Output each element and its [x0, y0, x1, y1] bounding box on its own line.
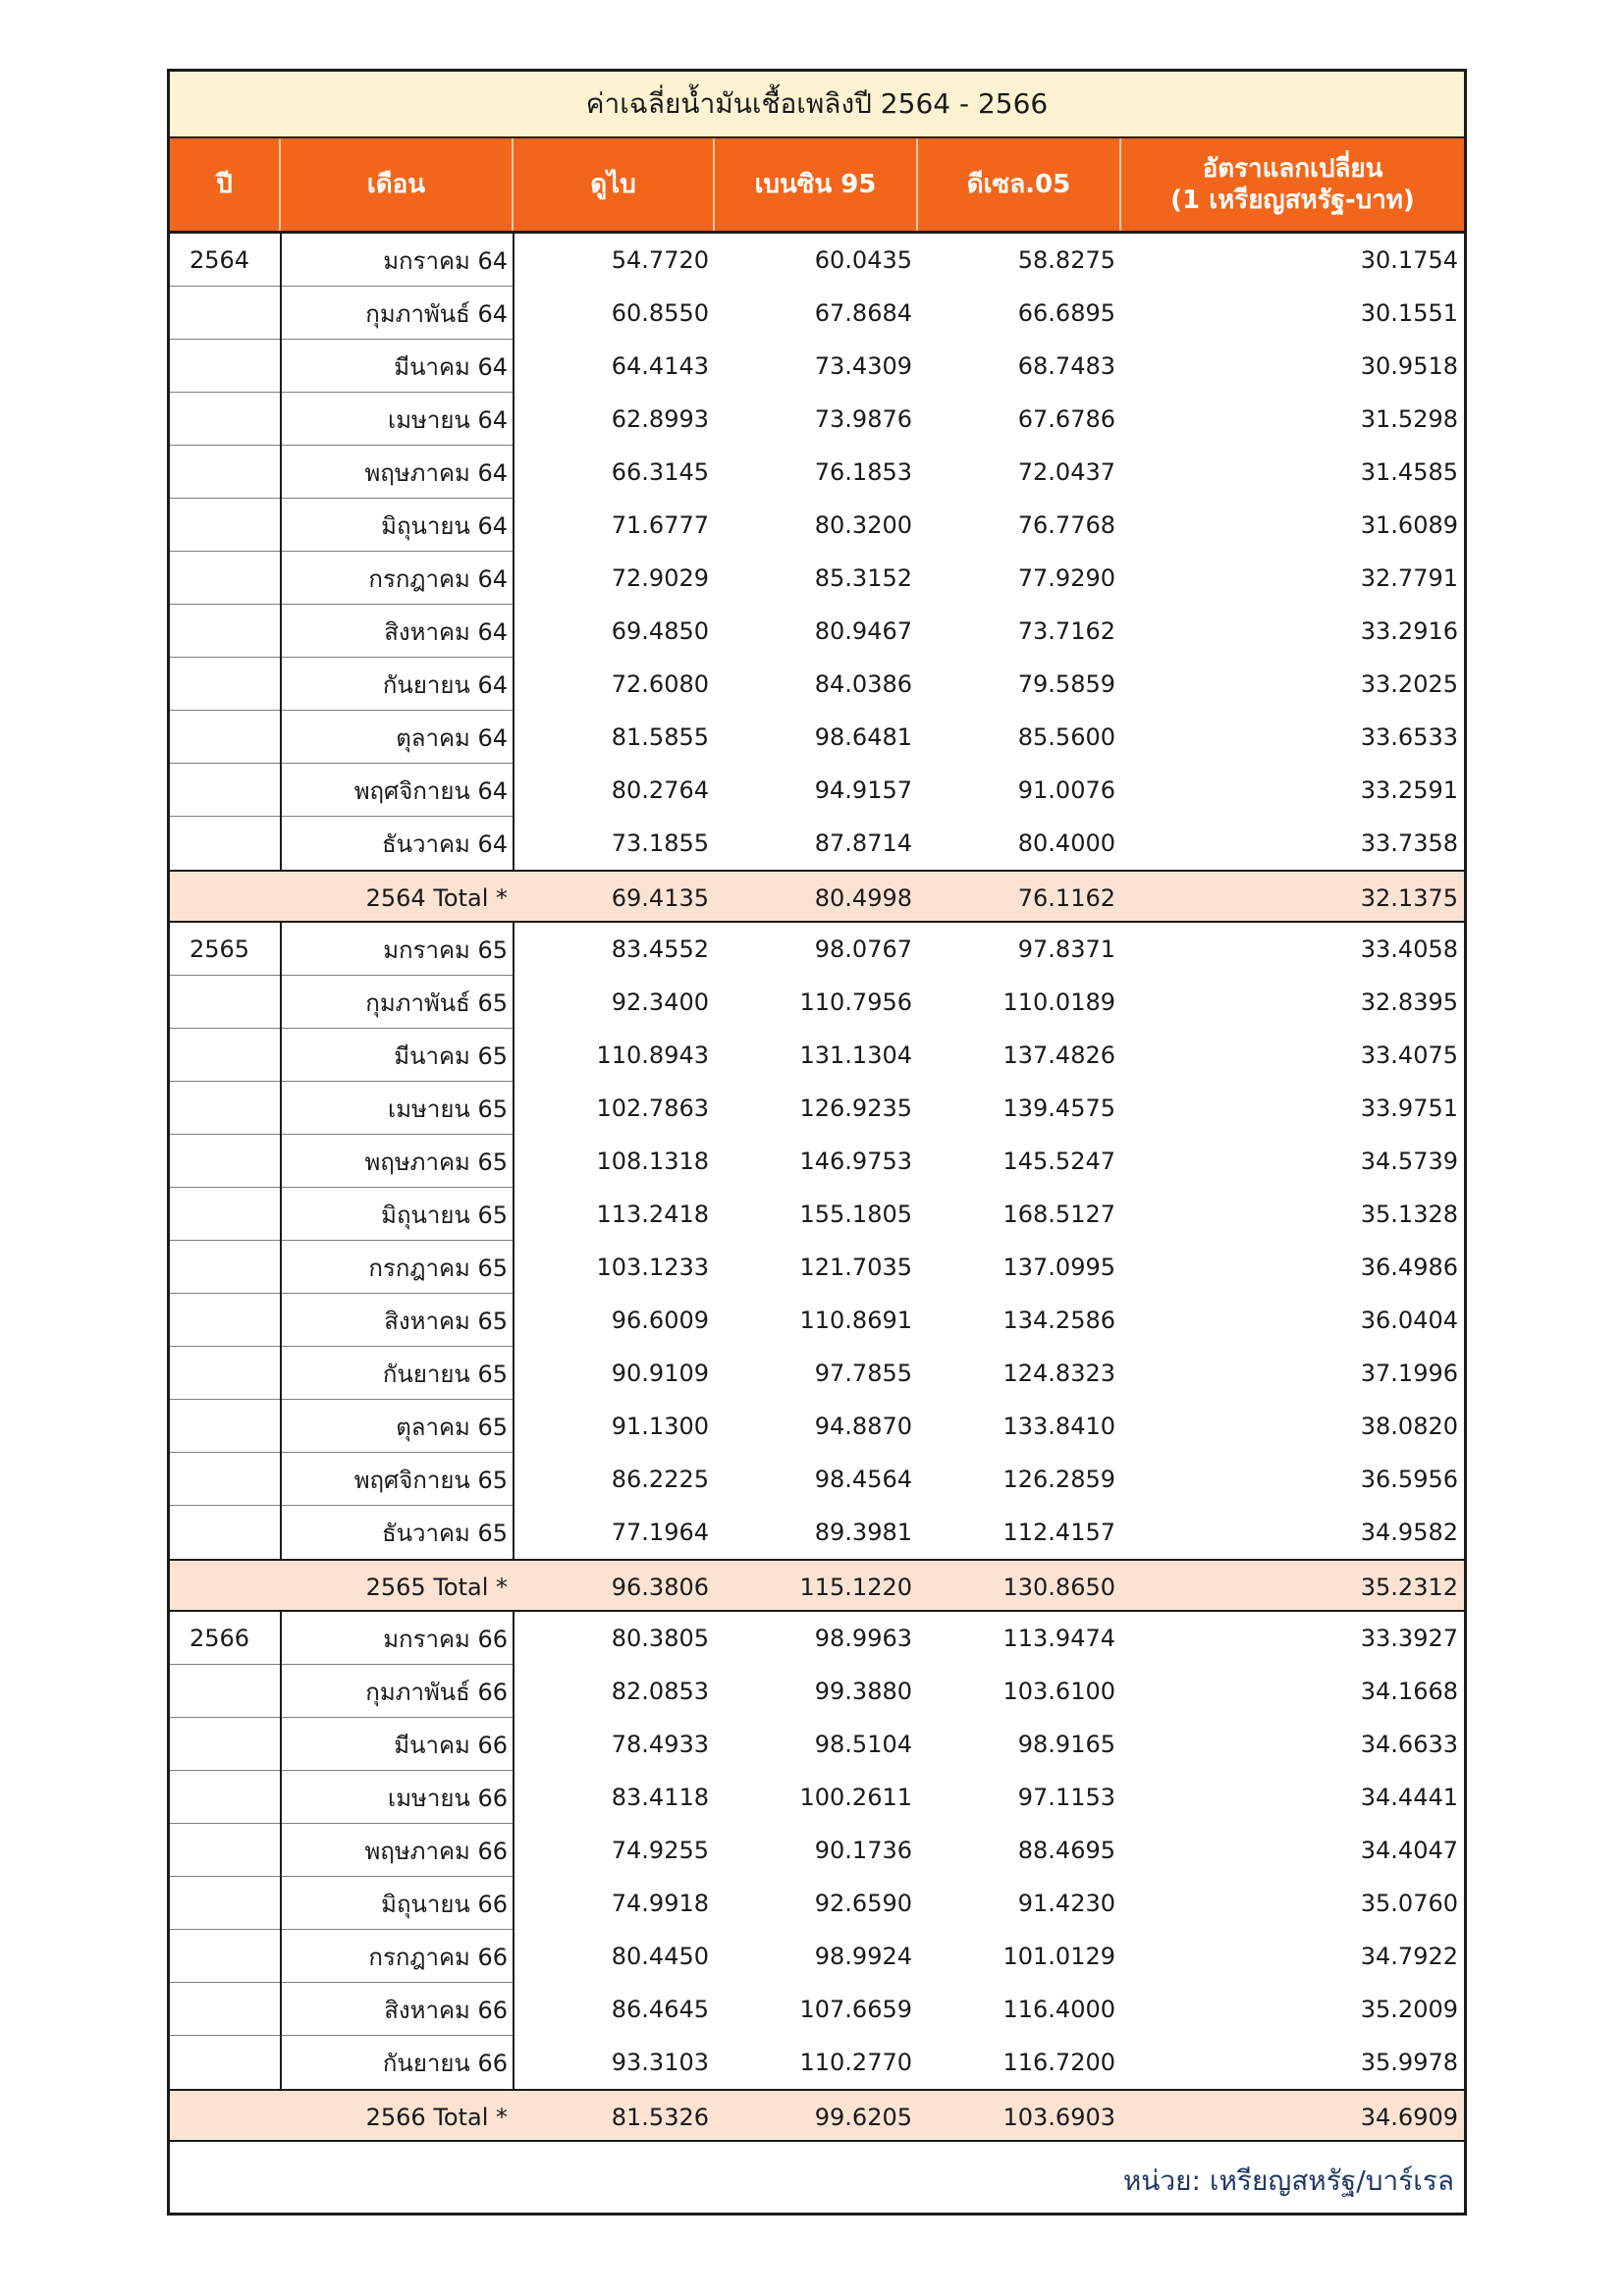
diesel-price-cell: 134.2586 — [1002, 1307, 1115, 1334]
total-row — [170, 870, 1464, 923]
dubai-price-cell: 78.4933 — [611, 1731, 709, 1758]
month-cell: กุมภาพันธ์ 64 — [365, 299, 508, 328]
diesel-price-cell: 77.9290 — [1017, 564, 1115, 592]
benzin-price-cell: 126.9235 — [799, 1095, 912, 1122]
benzin-price-cell: 110.7956 — [799, 988, 912, 1016]
dubai-price-cell: 77.1964 — [611, 1519, 709, 1546]
diesel-price-cell: 126.2859 — [1002, 1466, 1115, 1493]
dubai-price-cell: 81.5855 — [611, 723, 709, 751]
table-row — [170, 1771, 1464, 1824]
benzin-price-cell: 98.0767 — [814, 935, 912, 963]
column-divider — [280, 1612, 282, 2089]
diesel-price-cell: 116.7200 — [1002, 2049, 1115, 2076]
table-title: ค่าเฉลี่ยน้ำมันเชื้อเพลิงปี 2564 - 2566 — [170, 72, 1464, 138]
benzin-price-cell: 85.3152 — [814, 564, 912, 592]
header-dubai: ดูไบ — [514, 138, 715, 231]
benzin-price-cell: 60.0435 — [814, 246, 912, 274]
diesel-price-cell: 116.4000 — [1002, 1996, 1115, 2023]
total-benzin-cell: 99.6205 — [814, 2104, 912, 2131]
dubai-price-cell: 93.3103 — [611, 2049, 709, 2076]
table-row — [170, 923, 1464, 976]
month-cell: สิงหาคม 66 — [384, 1996, 508, 2024]
exchange-rate-cell: 31.4585 — [1360, 458, 1458, 486]
benzin-price-cell: 92.6590 — [814, 1890, 912, 1917]
total-rate-cell: 32.1375 — [1360, 884, 1458, 912]
dubai-price-cell: 72.6080 — [611, 670, 709, 698]
column-divider — [280, 923, 282, 1559]
exchange-rate-cell: 33.4075 — [1360, 1041, 1458, 1069]
exchange-rate-cell: 33.2591 — [1360, 776, 1458, 804]
benzin-price-cell: 98.9924 — [814, 1943, 912, 1970]
exchange-rate-cell: 33.9751 — [1360, 1095, 1458, 1122]
exchange-rate-cell: 34.1668 — [1360, 1678, 1458, 1705]
table-row — [170, 1241, 1464, 1294]
month-cell: เมษายน 66 — [388, 1784, 508, 1812]
month-cell: เมษายน 65 — [388, 1095, 508, 1123]
benzin-price-cell: 87.8714 — [814, 829, 912, 857]
month-cell: ตุลาคม 64 — [396, 723, 508, 752]
month-cell: มิถุนายน 64 — [381, 511, 508, 540]
table-row — [170, 1135, 1464, 1188]
month-cell: กันยายน 66 — [382, 2049, 508, 2077]
exchange-rate-cell: 36.5956 — [1360, 1466, 1458, 1493]
table-row — [170, 1082, 1464, 1135]
diesel-price-cell: 68.7483 — [1017, 352, 1115, 380]
diesel-price-cell: 133.8410 — [1002, 1413, 1115, 1440]
table-row — [170, 1612, 1464, 1665]
benzin-price-cell: 80.3200 — [814, 511, 912, 539]
dubai-price-cell: 74.9918 — [611, 1890, 709, 1917]
diesel-price-cell: 97.1153 — [1017, 1784, 1115, 1811]
benzin-price-cell: 99.3880 — [814, 1678, 912, 1705]
dubai-price-cell: 66.3145 — [611, 458, 709, 486]
total-diesel-cell: 103.6903 — [1002, 2104, 1115, 2131]
header-rate-line1: อัตราแลกเปลี่ยน — [1202, 153, 1383, 184]
total-row — [170, 1559, 1464, 1612]
diesel-price-cell: 137.4826 — [1002, 1041, 1115, 1069]
table-row — [170, 817, 1464, 870]
month-cell: มีนาคม 64 — [394, 352, 508, 381]
header-row — [170, 138, 1464, 234]
exchange-rate-cell: 36.0404 — [1360, 1307, 1458, 1334]
table-row — [170, 1506, 1464, 1559]
month-cell: มิถุนายน 66 — [381, 1890, 508, 1918]
exchange-rate-cell: 33.2916 — [1360, 617, 1458, 645]
total-row — [170, 2089, 1464, 2142]
month-cell: เมษายน 64 — [388, 405, 508, 434]
month-cell: พฤษภาคม 64 — [364, 458, 508, 487]
benzin-price-cell: 89.3981 — [814, 1519, 912, 1546]
benzin-price-cell: 98.4564 — [814, 1466, 912, 1493]
benzin-price-cell: 76.1853 — [814, 458, 912, 486]
exchange-rate-cell: 33.6533 — [1360, 723, 1458, 751]
dubai-price-cell: 72.9029 — [611, 564, 709, 592]
column-divider — [513, 1612, 514, 2089]
exchange-rate-cell: 35.9978 — [1360, 2049, 1458, 2076]
diesel-price-cell: 168.5127 — [1002, 1201, 1115, 1228]
benzin-price-cell: 98.5104 — [814, 1731, 912, 1758]
diesel-price-cell: 112.4157 — [1002, 1519, 1115, 1546]
diesel-price-cell: 79.5859 — [1017, 670, 1115, 698]
diesel-price-cell: 67.6786 — [1017, 405, 1115, 433]
table-row — [170, 658, 1464, 711]
table-row — [170, 393, 1464, 446]
diesel-price-cell: 72.0437 — [1017, 458, 1115, 486]
month-cell: มกราคม 65 — [383, 935, 508, 964]
total-benzin-cell: 80.4998 — [814, 884, 912, 912]
dubai-price-cell: 92.3400 — [611, 988, 709, 1016]
month-cell: พฤศจิกายน 64 — [353, 776, 508, 805]
benzin-price-cell: 131.1304 — [799, 1041, 912, 1069]
exchange-rate-cell: 30.1551 — [1360, 299, 1458, 327]
column-divider — [513, 923, 514, 1559]
exchange-rate-cell: 34.6633 — [1360, 1731, 1458, 1758]
month-cell: กุมภาพันธ์ 65 — [365, 988, 508, 1017]
month-cell: กุมภาพันธ์ 66 — [365, 1678, 508, 1706]
diesel-price-cell: 101.0129 — [1002, 1943, 1115, 1970]
benzin-price-cell: 110.8691 — [799, 1307, 912, 1334]
total-label: 2566 Total * — [365, 2104, 508, 2131]
total-label: 2564 Total * — [365, 884, 508, 912]
table-row — [170, 1453, 1464, 1506]
exchange-rate-cell: 33.7358 — [1360, 829, 1458, 857]
month-cell: มีนาคม 65 — [394, 1041, 508, 1070]
benzin-price-cell: 84.0386 — [814, 670, 912, 698]
dubai-price-cell: 60.8550 — [611, 299, 709, 327]
month-cell: กันยายน 65 — [382, 1360, 508, 1388]
month-cell: กรกฎาคม 64 — [368, 564, 508, 593]
table-row — [170, 287, 1464, 340]
dubai-price-cell: 64.4143 — [611, 352, 709, 380]
month-cell: ตุลาคม 65 — [396, 1413, 508, 1441]
diesel-price-cell: 80.4000 — [1017, 829, 1115, 857]
exchange-rate-cell: 30.9518 — [1360, 352, 1458, 380]
benzin-price-cell: 155.1805 — [799, 1201, 912, 1228]
table-row — [170, 340, 1464, 393]
month-cell: สิงหาคม 65 — [384, 1307, 508, 1335]
exchange-rate-cell: 34.4441 — [1360, 1784, 1458, 1811]
exchange-rate-cell: 35.2009 — [1360, 1996, 1458, 2023]
table-row — [170, 234, 1464, 287]
exchange-rate-cell: 36.4986 — [1360, 1254, 1458, 1281]
header-year: ปี — [170, 138, 281, 231]
diesel-price-cell: 103.6100 — [1002, 1678, 1115, 1705]
dubai-price-cell: 83.4552 — [611, 935, 709, 963]
dubai-price-cell: 113.2418 — [596, 1201, 709, 1228]
table-row — [170, 1029, 1464, 1082]
benzin-price-cell: 80.9467 — [814, 617, 912, 645]
benzin-price-cell: 90.1736 — [814, 1837, 912, 1864]
exchange-rate-cell: 30.1754 — [1360, 246, 1458, 274]
exchange-rate-cell: 32.7791 — [1360, 564, 1458, 592]
diesel-price-cell: 139.4575 — [1002, 1095, 1115, 1122]
table-row — [170, 1400, 1464, 1453]
diesel-price-cell: 145.5247 — [1002, 1148, 1115, 1175]
dubai-price-cell: 74.9255 — [611, 1837, 709, 1864]
month-cell: สิงหาคม 64 — [384, 617, 508, 646]
dubai-price-cell: 96.6009 — [611, 1307, 709, 1334]
month-cell: มีนาคม 66 — [394, 1731, 508, 1759]
dubai-price-cell: 54.7720 — [611, 246, 709, 274]
total-dubai-cell: 96.3806 — [611, 1574, 709, 1601]
month-cell: กันยายน 64 — [382, 670, 508, 699]
benzin-price-cell: 98.6481 — [814, 723, 912, 751]
diesel-price-cell: 91.0076 — [1017, 776, 1115, 804]
header-exchange-rate — [1121, 138, 1464, 231]
total-dubai-cell: 81.5326 — [611, 2104, 709, 2131]
total-diesel-cell: 76.1162 — [1017, 884, 1115, 912]
header-benzin: เบนซิน 95 — [715, 138, 918, 231]
total-rate-cell: 34.6909 — [1360, 2104, 1458, 2131]
table-row — [170, 1930, 1464, 1983]
diesel-price-cell: 73.7162 — [1017, 617, 1115, 645]
total-diesel-cell: 130.8650 — [1002, 1574, 1115, 1601]
table-row — [170, 446, 1464, 499]
year-cell: 2565 — [189, 935, 250, 963]
dubai-price-cell: 69.4850 — [611, 617, 709, 645]
diesel-price-cell: 85.5600 — [1017, 723, 1115, 751]
table-row — [170, 976, 1464, 1029]
table-row — [170, 1983, 1464, 2036]
dubai-price-cell: 86.4645 — [611, 1996, 709, 2023]
diesel-price-cell: 113.9474 — [1002, 1625, 1115, 1652]
exchange-rate-cell: 35.0760 — [1360, 1890, 1458, 1917]
exchange-rate-cell: 32.8395 — [1360, 988, 1458, 1016]
table-row — [170, 1665, 1464, 1718]
dubai-price-cell: 80.4450 — [611, 1943, 709, 1970]
dubai-price-cell: 86.2225 — [611, 1466, 709, 1493]
exchange-rate-cell: 34.5739 — [1360, 1148, 1458, 1175]
exchange-rate-cell: 33.3927 — [1360, 1625, 1458, 1652]
table-row — [170, 1188, 1464, 1241]
month-cell: มกราคม 66 — [383, 1625, 508, 1653]
dubai-price-cell: 90.9109 — [611, 1360, 709, 1387]
total-dubai-cell: 69.4135 — [611, 884, 709, 912]
diesel-price-cell: 76.7768 — [1017, 511, 1115, 539]
dubai-price-cell: 80.2764 — [611, 776, 709, 804]
benzin-price-cell: 73.4309 — [814, 352, 912, 380]
table-row — [170, 1347, 1464, 1400]
month-cell: ธันวาคม 65 — [381, 1519, 508, 1547]
header-rate-line2: (1 เหรียญสหรัฐ-บาท) — [1170, 186, 1415, 215]
diesel-price-cell: 58.8275 — [1017, 246, 1115, 274]
table-row — [170, 764, 1464, 817]
diesel-price-cell: 98.9165 — [1017, 1731, 1115, 1758]
dubai-price-cell: 102.7863 — [596, 1095, 709, 1122]
exchange-rate-cell: 31.6089 — [1360, 511, 1458, 539]
table-row — [170, 711, 1464, 764]
diesel-price-cell: 110.0189 — [1002, 988, 1115, 1016]
exchange-rate-cell: 38.0820 — [1360, 1413, 1458, 1440]
month-cell: กรกฎาคม 65 — [368, 1254, 508, 1282]
diesel-price-cell: 137.0995 — [1002, 1254, 1115, 1281]
diesel-price-cell: 88.4695 — [1017, 1837, 1115, 1864]
benzin-price-cell: 146.9753 — [799, 1148, 912, 1175]
table-row — [170, 1294, 1464, 1347]
year-cell: 2564 — [189, 246, 250, 274]
month-cell: พฤษภาคม 65 — [364, 1148, 508, 1176]
month-cell: กรกฎาคม 66 — [368, 1943, 508, 1971]
year-cell: 2566 — [189, 1625, 250, 1652]
table-row — [170, 1824, 1464, 1877]
diesel-price-cell: 66.6895 — [1017, 299, 1115, 327]
table-row — [170, 499, 1464, 552]
exchange-rate-cell: 33.4058 — [1360, 935, 1458, 963]
benzin-price-cell: 100.2611 — [799, 1784, 912, 1811]
table-row — [170, 605, 1464, 658]
exchange-rate-cell: 37.1996 — [1360, 1360, 1458, 1387]
benzin-price-cell: 73.9876 — [814, 405, 912, 433]
dubai-price-cell: 71.6777 — [611, 511, 709, 539]
month-cell: พฤษภาคม 66 — [364, 1837, 508, 1865]
benzin-price-cell: 94.9157 — [814, 776, 912, 804]
diesel-price-cell: 97.8371 — [1017, 935, 1115, 963]
month-cell: พฤศจิกายน 65 — [353, 1466, 508, 1494]
exchange-rate-cell: 34.9582 — [1360, 1519, 1458, 1546]
benzin-price-cell: 97.7855 — [814, 1360, 912, 1387]
benzin-price-cell: 98.9963 — [814, 1625, 912, 1652]
total-rate-cell: 35.2312 — [1360, 1574, 1458, 1601]
month-cell: ธันวาคม 64 — [381, 829, 508, 858]
exchange-rate-cell: 34.4047 — [1360, 1837, 1458, 1864]
column-divider — [280, 234, 282, 870]
benzin-price-cell: 107.6659 — [799, 1996, 912, 2023]
month-cell: มิถุนายน 65 — [381, 1201, 508, 1229]
dubai-price-cell: 110.8943 — [596, 1041, 709, 1069]
month-cell: มกราคม 64 — [383, 246, 508, 275]
benzin-price-cell: 121.7035 — [799, 1254, 912, 1281]
dubai-price-cell: 103.1233 — [596, 1254, 709, 1281]
dubai-price-cell: 62.8993 — [611, 405, 709, 433]
exchange-rate-cell: 35.1328 — [1360, 1201, 1458, 1228]
column-divider — [513, 234, 514, 870]
dubai-price-cell: 83.4118 — [611, 1784, 709, 1811]
diesel-price-cell: 91.4230 — [1017, 1890, 1115, 1917]
exchange-rate-cell: 34.7922 — [1360, 1943, 1458, 1970]
dubai-price-cell: 108.1318 — [596, 1148, 709, 1175]
table-row — [170, 552, 1464, 605]
diesel-price-cell: 124.8323 — [1002, 1360, 1115, 1387]
dubai-price-cell: 73.1855 — [611, 829, 709, 857]
dubai-price-cell: 82.0853 — [611, 1678, 709, 1705]
total-benzin-cell: 115.1220 — [799, 1574, 912, 1601]
table-row — [170, 1718, 1464, 1771]
exchange-rate-cell: 33.2025 — [1360, 670, 1458, 698]
fuel-price-table — [167, 69, 1467, 2216]
header-diesel: ดีเซล.05 — [918, 138, 1121, 231]
exchange-rate-cell: 31.5298 — [1360, 405, 1458, 433]
benzin-price-cell: 67.8684 — [814, 299, 912, 327]
benzin-price-cell: 94.8870 — [814, 1413, 912, 1440]
table-row — [170, 1877, 1464, 1930]
header-month: เดือน — [281, 138, 514, 231]
unit-note: หน่วย: เหรียญสหรัฐ/บาร์เรล — [1122, 2164, 1454, 2197]
total-label: 2565 Total * — [365, 1574, 508, 1601]
dubai-price-cell: 91.1300 — [611, 1413, 709, 1440]
table-row — [170, 2036, 1464, 2089]
benzin-price-cell: 110.2770 — [799, 2049, 912, 2076]
dubai-price-cell: 80.3805 — [611, 1625, 709, 1652]
